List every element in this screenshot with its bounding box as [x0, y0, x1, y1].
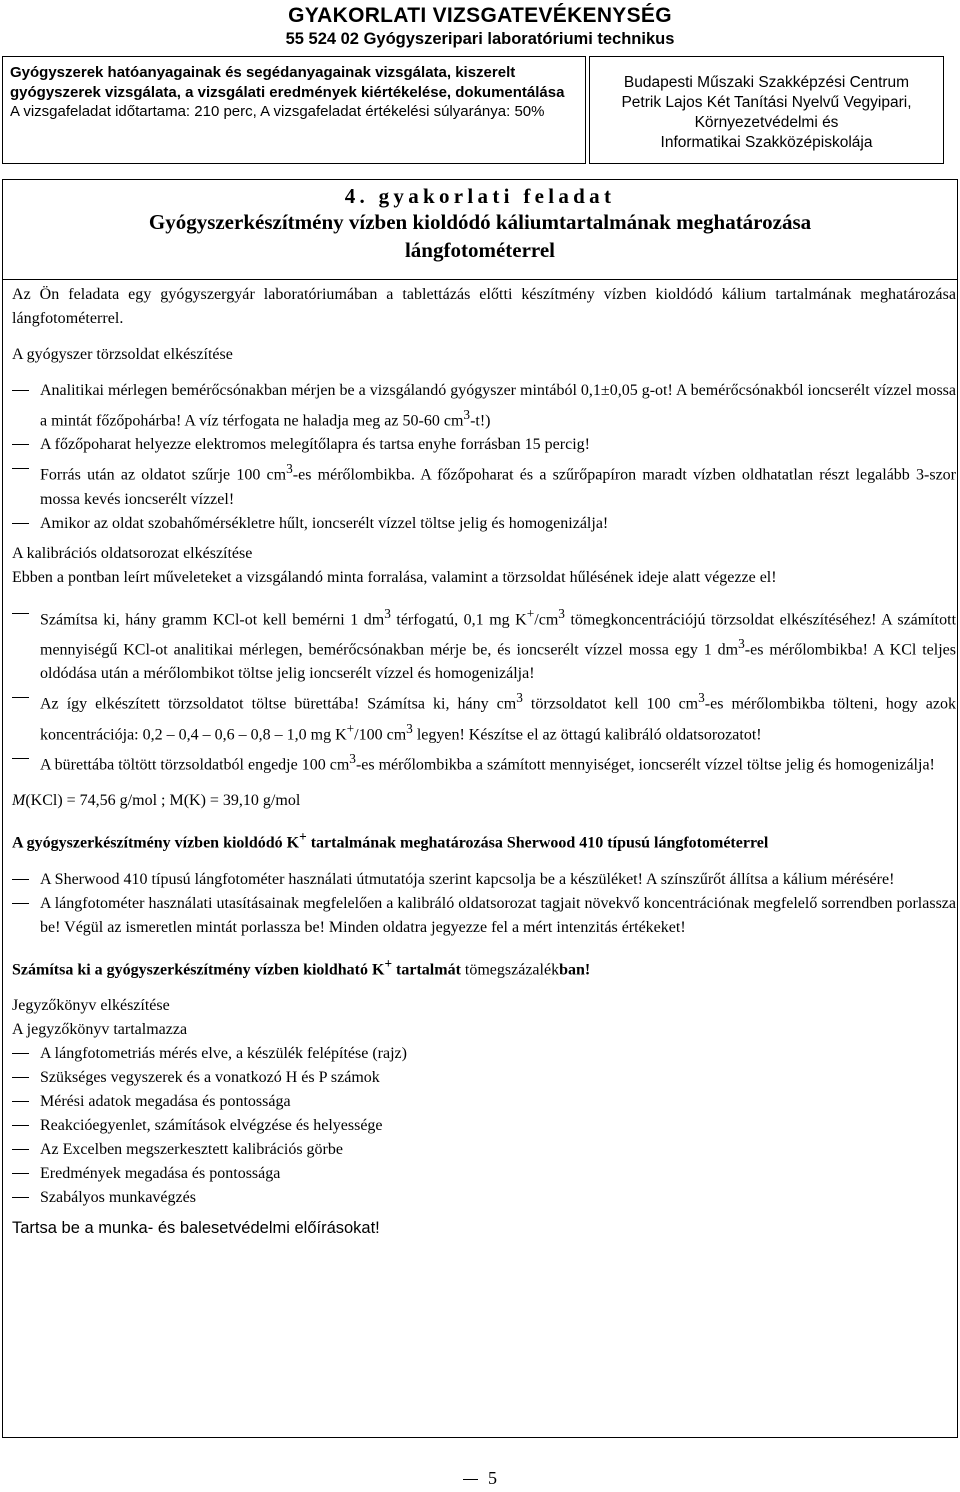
- school-line: Környezetvédelmi és: [694, 114, 839, 131]
- task-divider: [2, 279, 958, 280]
- exam-info-box: [2, 56, 586, 164]
- task-number: 4. gyakorlati feladat: [344, 184, 616, 208]
- document-subtitle: 55 524 02 Gyógyszeripari laboratóriumi technikus: [285, 30, 675, 48]
- task-content: [12, 283, 956, 1240]
- measurement-steps-list: [12, 868, 956, 940]
- list-item: A lángfotometriás mérés elve, a készülék felépítése (rajz): [12, 1042, 956, 1066]
- document-title-block: [0, 4, 960, 50]
- stock-steps-list: [12, 379, 956, 536]
- page-number: 5: [0, 1468, 960, 1489]
- list-item: Analitikai mérlegen bemérőcsónakban mérjen be a vizsgálandó gyógyszer mintából 0,1±0,05 g-ot! A bemérőcsónakból ioncserélt vízzel mossa a mintát főzőpohárba! A víz térfogata ne haladja meg az 50-60 $cm^3-t$!): [12, 379, 956, 433]
- calibration-note: Ebben a pontban leírt műveleteket a vizsgálandó minta forralása, valamint a törzsoldat hűlésének ideje alatt végezze el!: [12, 568, 777, 586]
- section-heading-report: Jegyzőkönyv elkészítése: [12, 996, 170, 1014]
- task-title-line1: Gyógyszerkészítmény vízben kioldódó káliumtartalmának meghatározása: [148, 210, 812, 234]
- list-item: A Sherwood 410 típusú lángfotométer használati útmutatója szerint kapcsolja be a készüléket! A színszűrőt állítsa a kálium mérésére!: [12, 868, 956, 892]
- list-item: Az így elkészített törzsoldatot töltse bürettába! Számítsa ki, hány $cm^3$ törzsoldatot kell 100 $cm^3-es$ mérőlombikba tölteni, hogy azok koncentrációja: 0,2 – 0,4 – 0,6 – 0,8 – 1,0 mg K+/100 $cm^3$ legyen! Készítse el az öttagú kalibráló oldatsorozatot!: [12, 686, 956, 747]
- list-item: A lángfotométer használati utasításainak megfelelően a kalibráló oldatsorozat tagjait növekvő koncentrációnak megfelelő sorrendben porlassza be! Végül az ismeretlen mintát porlassza be! Minden oldatra jegyezze fel a mért intenzitás értékeket!: [12, 892, 956, 940]
- school-line: Informatikai Szakközépiskolája: [660, 134, 873, 151]
- report-intro: A jegyzőkönyv tartalmazza: [12, 1020, 188, 1038]
- school-box: [589, 56, 944, 164]
- list-item: Szabályos munkavégzés: [12, 1186, 956, 1210]
- task-heading: [0, 184, 960, 264]
- list-item: Számítsa ki, hány gramm KCl-ot kell bemérni 1 $dm^3$ térfogatú, 0,1 mg $K^+/cm^3$ tömegkoncentrációjú törzsoldat elkészítéséhez! A számított mennyiségű KCl-ot analitikai mérlegen, bemérőcsónakban mérje be, és ioncserélt vízzel mossa egy 1 $dm^3-es$ mérőlombikba! A KCl teljes oldódása után a mérőlombikot töltse jelig ioncserélt vízzel és homogenizálja!: [12, 602, 956, 687]
- list-item: Forrás után az oldatot szűrje 100 $cm^3-es$ mérőlombikba. A főzőpoharat és a szűrőpapíron maradt vízben oldhatatlan részt legalább 3-szor mossa kevés ioncserélt vízzel!: [12, 457, 956, 511]
- list-item: Mérési adatok megadása és pontossága: [12, 1090, 956, 1114]
- list-item: Amikor az oldat szobahőmérsékletre hűlt, ioncserélt vízzel töltse jelig és homogenizálja!: [12, 512, 956, 536]
- list-item: A főzőpoharat helyezze elektromos melegítőlapra és tartsa enyhe forrásban 15 percig!: [12, 433, 956, 457]
- exam-topic: Gyógyszerek hatóanyagainak és segédanyagainak vizsgálata, kiszerelt gyógyszerek vizsgálata, a vizsgálati eredmények kiértékelése, dokumentálása: [10, 64, 565, 101]
- molar-masses: M(KCl) = 74,56 g/mol ; M(K) = 39,10 g/mol: [12, 792, 301, 810]
- list-item: A bürettába töltött törzsoldatból engedje 100 $cm^3-es$ mérőlombikba a számított mennyiséget, ioncserélt vízzel töltse jelig és homogenizálja!: [12, 747, 956, 777]
- list-item: Reakcióegyenlet, számítások elvégzése és helyessége: [12, 1114, 956, 1138]
- school-line: Budapesti Műszaki Szakképzési Centrum: [623, 74, 910, 91]
- calibration-steps-list: [12, 602, 956, 778]
- school-line: Petrik Lajos Két Tanítási Nyelvű Vegyipari,: [621, 94, 912, 111]
- report-contents-list: [12, 1042, 956, 1210]
- document-title: GYAKORLATI VIZSGATEVÉKENYSÉG: [288, 4, 672, 27]
- section-heading-measurement: A gyógyszerkészítmény vízben kioldódó K+ tartalmának meghatározása Sherwood 410 típusú lángfotométerrel: [12, 829, 769, 852]
- section-heading-stock: A gyógyszer törzsoldat elkészítése: [12, 346, 233, 363]
- exam-duration: A vizsgafeladat időtartama: 210 perc, A vizsgafeladat értékelési súlyaránya: 50%: [10, 103, 545, 120]
- list-item: Szükséges vegyszerek és a vonatkozó H és P számok: [12, 1066, 956, 1090]
- task-title-line2: lángfotométerrel: [404, 238, 556, 262]
- safety-note: Tartsa be a munka- és balesetvédelmi előírásokat!: [12, 1218, 380, 1237]
- calculation-task: Számítsa ki a gyógyszerkészítmény vízben kioldható K+ tartalmát tömegszázalékban!: [12, 955, 591, 978]
- task-intro: Az Ön feladata egy gyógyszergyár laboratóriumában a tablettázás előtti készítmény vízben kioldódó kálium tartalmának meghatározása lángfotométerrel.: [12, 286, 956, 327]
- list-item: Eredmények megadása és pontossága: [12, 1162, 956, 1186]
- section-heading-calibration: A kalibrációs oldatsorozat elkészítése: [12, 544, 253, 562]
- list-item: Az Excelben megszerkesztett kalibrációs görbe: [12, 1138, 956, 1162]
